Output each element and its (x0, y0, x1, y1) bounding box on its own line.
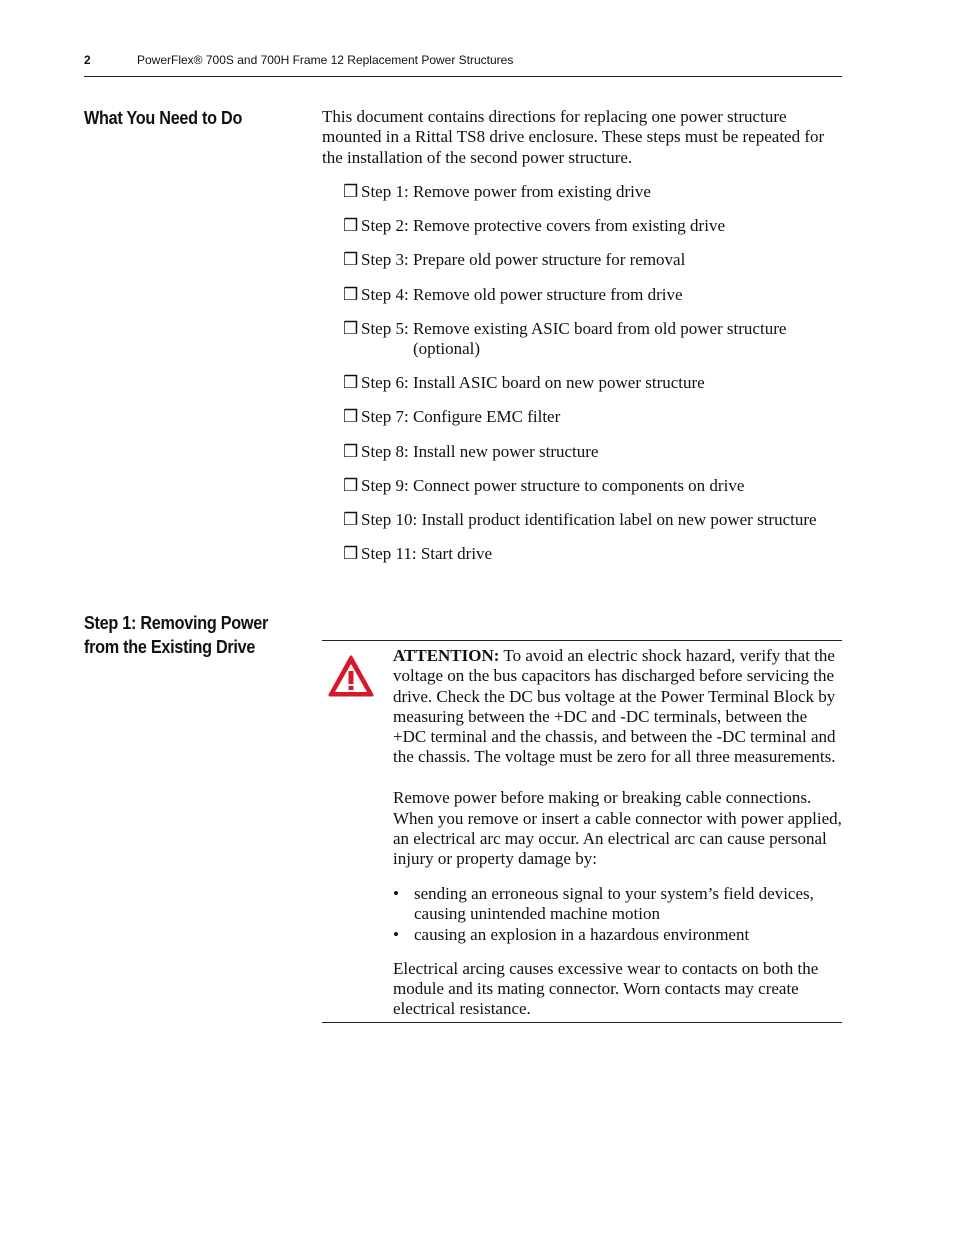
wear-paragraph: Electrical arcing causes excessive wear to contacts on both the module and its mating connector. Worn contacts may create electrical resistance. (393, 958, 819, 1019)
attention-text: To avoid an electric shock hazard, verify that the voltage on the bus capacitors has discharged before servicing the drive. Check the DC bus voltage at the Power Terminal Block by measuring between the +DC and -DC terminals, between the +DC terminal and the chassis, and between the -DC terminal and the chassis. The voltage must be zero for all three measurements. (393, 646, 836, 767)
checklist-item (343, 373, 843, 393)
checklist-item-label: Step 6: Install ASIC board on new power structure (361, 373, 705, 393)
warning-triangle-icon (328, 655, 374, 697)
section-heading-step1-line2: from the Existing Drive (84, 637, 256, 657)
hazard-list (393, 884, 843, 945)
page-number: 2 (84, 53, 91, 67)
checkbox-icon: ❒ (343, 216, 359, 236)
checklist-item-label: Step 8: Install new power structure (361, 441, 599, 461)
checkbox-icon: ❒ (343, 284, 359, 304)
bullet-icon: • (393, 883, 399, 903)
attention-label: ATTENTION: (393, 646, 500, 665)
checkbox-icon: ❒ (343, 509, 359, 529)
section-heading-what-you-need: What You Need to Do (84, 108, 243, 128)
section-heading-step1-line1: Step 1: Removing Power (84, 613, 269, 633)
checklist-item (343, 442, 843, 462)
checklist-item-label: Step 4: Remove old power structure from drive (361, 284, 683, 304)
checkbox-icon: ❒ (343, 544, 359, 564)
bullet-icon: • (393, 924, 399, 944)
hazard-item-text: sending an erroneous signal to your system’s field devices, causing unintended machine motion (414, 883, 814, 924)
checkbox-icon: ❒ (343, 475, 359, 495)
step-checklist (343, 182, 843, 578)
intro-paragraph: This document contains directions for replacing one power structure mounted in a Rittal TS8 drive enclosure. These steps must be repeated for the installation of the second power structure. (322, 107, 825, 167)
checklist-item (343, 476, 843, 496)
exclamation-dot (349, 686, 354, 690)
arc-warning-paragraph: Remove power before making or breaking cable connections. When you remove or insert a cable connector with power applied, an electrical arc may occur. An electrical arc can cause personal injury or property damage by: (393, 788, 842, 869)
checklist-item-label: Step 10: Install product identification label on new power structure (361, 509, 817, 529)
checklist-item (343, 510, 843, 530)
checklist-item (343, 250, 843, 270)
checklist-item (343, 216, 843, 236)
page-header (84, 52, 842, 77)
document-title: PowerFlex® 700S and 700H Frame 12 Replacement Power Structures (137, 53, 514, 67)
checkbox-icon: ❒ (343, 182, 359, 201)
checklist-item-label: Step 7: Configure EMC filter (361, 407, 561, 427)
checklist-item (343, 182, 843, 202)
checklist-item-label: Step 1: Remove power from existing drive (361, 182, 651, 201)
checkbox-icon: ❒ (343, 373, 359, 393)
attention-paragraph (393, 646, 843, 768)
checklist-item (343, 285, 843, 305)
checklist-item-label: Step 3: Prepare old power structure for removal (361, 250, 686, 270)
attention-content (393, 646, 843, 1040)
checklist-item (343, 407, 843, 427)
hazard-item-text: causing an explosion in a hazardous environment (414, 924, 750, 944)
hazard-item (393, 884, 843, 925)
checklist-item-label: Step 11: Start drive (361, 544, 493, 564)
checklist-item-label: Step 2: Remove protective covers from existing drive (361, 216, 725, 236)
exclamation-bar (349, 671, 354, 684)
hazard-item (393, 925, 843, 945)
checkbox-icon: ❒ (343, 407, 359, 427)
checkbox-icon: ❒ (343, 318, 359, 338)
checklist-item (343, 319, 843, 360)
checklist-item-label: Step 9: Connect power structure to components on drive (361, 475, 745, 495)
checkbox-icon: ❒ (343, 441, 359, 461)
checklist-item (343, 544, 843, 564)
checklist-item-label: Step 5: Remove existing ASIC board from old power structure (optional) (361, 318, 787, 359)
checkbox-icon: ❒ (343, 250, 359, 270)
attention-box (322, 640, 842, 1023)
